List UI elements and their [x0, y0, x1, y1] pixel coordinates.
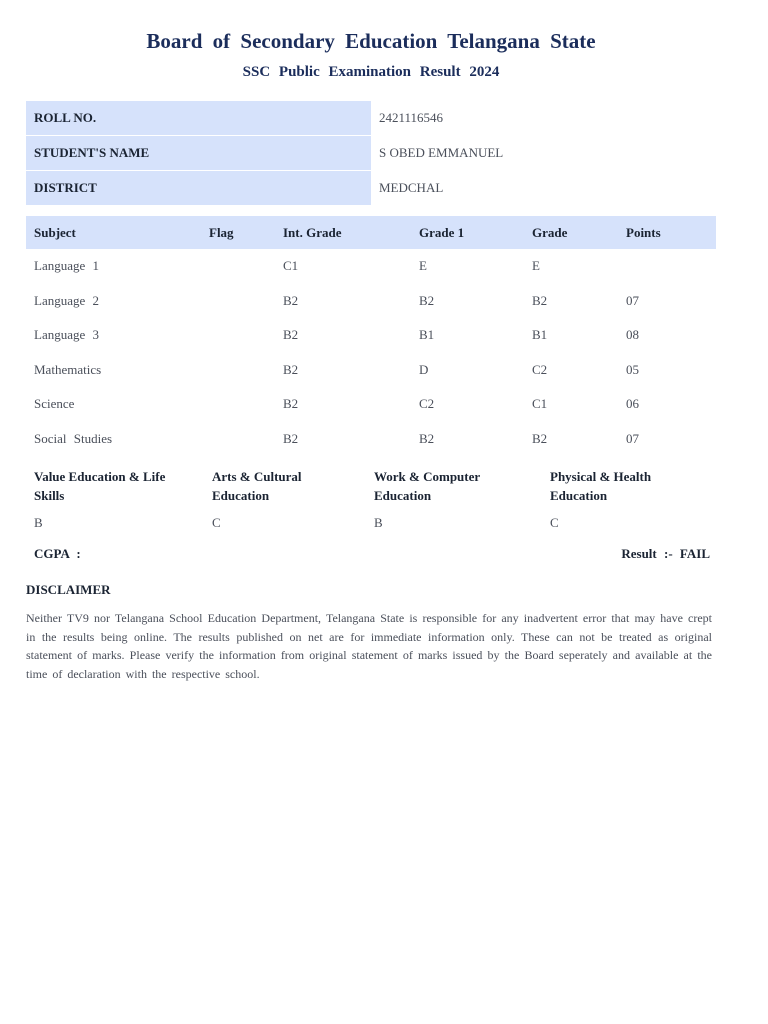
district-value: MEDCHAL	[379, 179, 444, 195]
col-header-grade1: Grade 1	[411, 216, 524, 249]
grade-cell: B2	[532, 292, 548, 308]
disclaimer-text: Neither TV9 nor Telangana School Education Department, Telangana State is responsible for any inadvertent error that may have crept in the results being online. The results published on net are for immediate information only. These can not be treated as original statement of marks. Please verify the information from original statement of marks issued by the Board seperately and available at the time of declaration with the respective school.	[26, 611, 712, 681]
col-header-subject: Subject	[26, 216, 201, 249]
roll-no-label: ROLL NO.	[26, 101, 371, 136]
cgpa-label: CGPA :	[34, 546, 81, 561]
result-status: Result :- FAIL	[621, 546, 710, 561]
value-education-grade: B	[34, 515, 43, 530]
roll-no-value: 2421116546	[379, 110, 444, 126]
points-cell: 08	[626, 327, 639, 343]
arts-cultural-grade: C	[212, 515, 221, 530]
flag-cell	[201, 284, 275, 319]
grade-cell: B1	[532, 327, 548, 343]
points-cell: 07	[626, 430, 639, 446]
flag-cell	[201, 318, 275, 353]
co-curricular-table	[26, 460, 716, 535]
col-header-flag: Flag	[201, 216, 275, 249]
subject-cell: Language 3	[34, 327, 100, 343]
subject-cell: Social Studies	[34, 430, 113, 446]
marks-header-row	[26, 216, 716, 249]
int-grade-cell: B2	[283, 396, 299, 412]
grade1-cell: B1	[419, 327, 435, 343]
int-grade-cell: C1	[283, 258, 299, 274]
disclaimer-heading: DISCLAIMER	[26, 582, 111, 597]
grade1-cell: B2	[419, 430, 435, 446]
flag-cell	[201, 387, 275, 422]
grade-cell: C2	[532, 361, 548, 377]
info-row-district	[26, 171, 716, 206]
subject-cell: Science	[34, 396, 75, 412]
student-info-table	[26, 101, 716, 205]
physical-health-header: Physical & Health Education	[550, 469, 652, 503]
table-row	[26, 353, 716, 388]
subject-cell: Mathematics	[34, 361, 102, 377]
page-title: Board of Secondary Education Telangana State	[146, 29, 596, 53]
subject-cell: Language 1	[34, 258, 100, 274]
points-cell	[618, 249, 716, 284]
table-row	[26, 387, 716, 422]
points-cell: 07	[626, 292, 639, 308]
value-education-header: Value Education & Life Skills	[34, 469, 166, 503]
physical-health-grade: C	[550, 515, 559, 530]
table-row	[26, 318, 716, 353]
col-header-int-grade: Int. Grade	[275, 216, 411, 249]
points-cell: 05	[626, 361, 639, 377]
page-subtitle: SSC Public Examination Result 2024	[242, 64, 500, 80]
result-page	[26, 0, 716, 683]
table-row	[26, 249, 716, 284]
table-row	[26, 284, 716, 319]
district-label: DISTRICT	[26, 171, 371, 206]
grade-cell: C1	[532, 396, 548, 412]
flag-cell	[201, 422, 275, 457]
int-grade-cell: B2	[283, 430, 299, 446]
grade1-cell: D	[419, 361, 429, 377]
co-curricular-header-row	[26, 460, 716, 511]
info-row-name	[26, 136, 716, 171]
grade-cell: E	[532, 258, 540, 274]
int-grade-cell: B2	[283, 292, 299, 308]
points-cell: 06	[626, 396, 639, 412]
summary-row	[26, 543, 716, 565]
marks-table	[26, 216, 716, 456]
grade1-cell: B2	[419, 292, 435, 308]
grade1-cell: C2	[419, 396, 435, 412]
flag-cell	[201, 249, 275, 284]
col-header-grade: Grade	[524, 216, 618, 249]
int-grade-cell: B2	[283, 327, 299, 343]
info-row-roll	[26, 101, 716, 136]
work-computer-grade: B	[374, 515, 383, 530]
col-header-points: Points	[618, 216, 716, 249]
grade1-cell: E	[419, 258, 427, 274]
subject-cell: Language 2	[34, 292, 100, 308]
student-name-label: STUDENT'S NAME	[26, 136, 371, 171]
int-grade-cell: B2	[283, 361, 299, 377]
grade-cell: B2	[532, 430, 548, 446]
co-curricular-grade-row	[26, 511, 716, 535]
arts-cultural-header: Arts & Cultural Education	[212, 469, 302, 503]
student-name-value: S OBED EMMANUEL	[379, 145, 504, 160]
work-computer-header: Work & Computer Education	[374, 469, 480, 503]
flag-cell	[201, 353, 275, 388]
table-row	[26, 422, 716, 457]
